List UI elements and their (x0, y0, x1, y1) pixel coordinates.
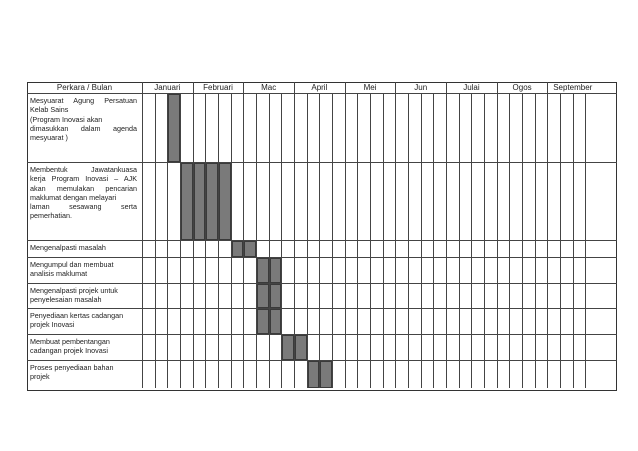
task-bar-week (181, 163, 193, 240)
month-label: Jun (414, 83, 428, 92)
month-divider (142, 82, 143, 388)
task-bar-week (295, 335, 307, 360)
month-divider (345, 82, 346, 388)
task-label-line: Mesyuarat Agung Persatuan (30, 96, 137, 105)
task-bar-week (206, 163, 218, 240)
task-label-line: Mengumpul dan membuat (30, 260, 114, 269)
task-label-line: Kelab Sains (30, 105, 69, 115)
task-label-line: pemerhatian. (30, 211, 72, 221)
task-label-line: projek Inovasi (30, 320, 75, 330)
task-label-line: mesyuarat ) (30, 133, 68, 143)
task-bar-week (219, 163, 231, 240)
task-label-line: kerja Program Inovasi – AJK (30, 174, 137, 184)
task-bar-week (244, 241, 256, 257)
task-label (27, 93, 141, 162)
task-bar-week (257, 309, 269, 334)
task-label-line: analisis maklumat (30, 269, 88, 279)
task-bar-week (270, 258, 281, 283)
task-label-line: dimasukkan dalam agenda (30, 123, 137, 133)
month-label: Januari (154, 83, 181, 92)
task-label (27, 283, 141, 308)
task-bar-week (257, 284, 269, 308)
task-label (27, 334, 141, 360)
task-label-line: Membuat pembentangan (30, 337, 110, 346)
task-bar-week (282, 335, 294, 360)
header-label: Perkara / Bulan (56, 83, 113, 92)
task-bar-week (320, 361, 332, 388)
task-label (27, 162, 141, 240)
task-label-line: (Program Inovasi akan (30, 114, 103, 124)
month-divider (243, 82, 244, 388)
task-label-line: Proses penyediaan bahan (30, 363, 114, 372)
month-label: April (311, 83, 328, 92)
task-label-line: Penyediaan kertas cadangan (30, 311, 124, 320)
task-bar-week (194, 163, 205, 240)
task-label-line: projek (30, 372, 50, 382)
task-label (27, 360, 141, 388)
month-label: Februari (203, 83, 233, 92)
task-label-line: cadangan projek Inovasi (30, 346, 108, 356)
task-label-line: Membentuk Jawatankuasa (30, 165, 137, 174)
month-label: Mac (261, 83, 277, 92)
task-label-line: Mengenalpasti masalah (30, 243, 106, 252)
month-divider (395, 82, 396, 388)
task-label-line: maklumat dengan melayari (30, 192, 117, 202)
month-divider (547, 82, 548, 388)
task-label-line: laman sesawang serta (30, 202, 137, 212)
task-label-line: akan memulakan pencarian (30, 183, 137, 193)
task-bar-week (257, 258, 269, 283)
task-bar-week (168, 94, 180, 162)
gantt-chart (27, 82, 619, 392)
month-divider (497, 82, 498, 388)
task-bar-week (232, 241, 243, 257)
month-label: Julai (463, 83, 480, 92)
task-label-line: penyelesaian masalah (30, 295, 102, 305)
month-label: Mei (363, 83, 377, 92)
month-label: September (553, 83, 593, 92)
task-label (27, 308, 141, 334)
month-label: Ogos (512, 83, 532, 92)
month-divider (446, 82, 447, 388)
task-bar-week (270, 284, 281, 308)
task-label-line: Mengenalpasti projek untuk (30, 286, 118, 295)
task-bar-week (270, 309, 281, 334)
task-label (27, 240, 141, 257)
task-bar-week (308, 361, 319, 388)
task-label (27, 257, 141, 283)
